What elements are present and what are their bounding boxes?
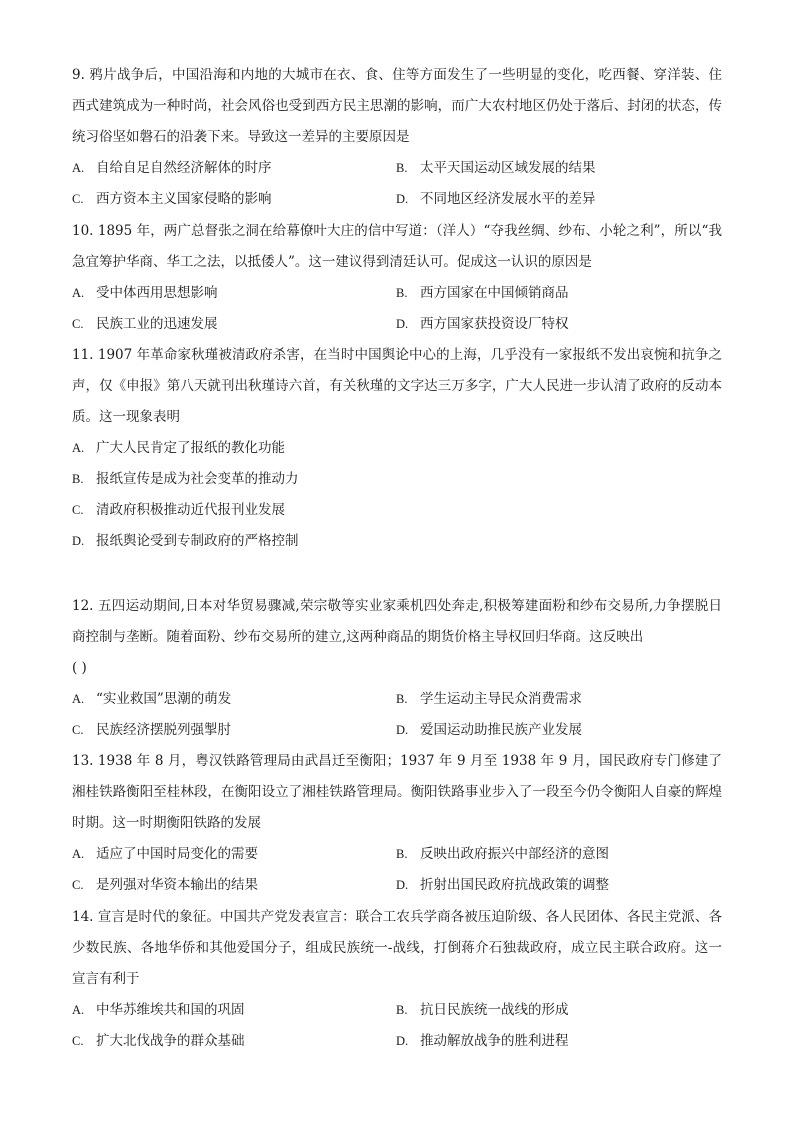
option-b[interactable] xyxy=(396,839,609,870)
option-text: 受中体西用思想影响 xyxy=(96,285,218,301)
option-letter: B. xyxy=(72,472,84,486)
option-text: 折射出国民政府抗战政策的调整 xyxy=(420,877,609,893)
option-text: 清政府积极推动近代报刊业发展 xyxy=(96,502,285,518)
option-text: 自给自足自然经济解体的时序 xyxy=(96,160,272,176)
option-letter: C. xyxy=(72,503,84,517)
option-text: 不同地区经济发展水平的差异 xyxy=(420,191,596,207)
option-text: 西方国家在中国倾销商品 xyxy=(420,285,569,301)
option-letter: B. xyxy=(396,692,408,706)
option-text: 抗日民族统一战线的形成 xyxy=(420,1002,569,1018)
option-letter: B. xyxy=(396,161,408,175)
options xyxy=(72,684,722,746)
option-letter: C. xyxy=(72,878,84,892)
option-letter: B. xyxy=(396,847,408,861)
option-c[interactable] xyxy=(72,870,258,901)
question-9 xyxy=(72,60,722,215)
option-letter: C. xyxy=(72,317,84,331)
question-11 xyxy=(72,340,722,557)
option-letter: D. xyxy=(396,878,409,892)
option-b[interactable] xyxy=(396,278,569,309)
question-stem: 9. 鸦片战争后，中国沿海和内地的大城市在衣、食、住等方面发生了一些明显的变化，吃西餐、穿洋装、住西式建筑成为一种时尚，社会风俗也受到西方民主思潮的影响，而广大农村地区仍处于落后、封闭的状态，传统习俗坚如磐石的沿袭下来。导致这一差异的主要原因是 xyxy=(72,67,722,145)
option-text: 推动解放战争的胜利进程 xyxy=(420,1033,569,1049)
option-b[interactable] xyxy=(396,995,569,1026)
option-c[interactable] xyxy=(72,1026,245,1057)
option-text: 西方国家获投资设厂特权 xyxy=(420,316,569,332)
option-letter: D. xyxy=(396,192,409,206)
answer-blank: ( ) xyxy=(72,660,87,676)
option-c[interactable] xyxy=(72,715,231,746)
option-a[interactable] xyxy=(72,684,231,715)
option-text: 西方资本主义国家侵略的影响 xyxy=(96,191,272,207)
option-text: 广大人民肯定了报纸的教化功能 xyxy=(96,440,285,456)
option-text: 中华苏维埃共和国的巩固 xyxy=(96,1002,245,1018)
option-letter: A. xyxy=(72,692,85,706)
question-14 xyxy=(72,902,722,1057)
option-letter: D. xyxy=(396,317,409,331)
options xyxy=(72,278,722,340)
option-d[interactable] xyxy=(396,309,569,340)
option-b[interactable] xyxy=(396,153,596,184)
option-letter: C. xyxy=(72,723,84,737)
question-12 xyxy=(72,591,722,746)
option-letter: A. xyxy=(72,1003,85,1017)
question-stem: 14. 宣言是时代的象征。中国共产党发表宣言：联合工农兵学商各被压迫阶级、各人民团体、各民主党派、各少数民族、各地华侨和其他爱国分子，组成民族统一-战线，打倒蒋介石独裁政府，成立民主联合政府。这一宣言有利于 xyxy=(72,909,722,987)
option-text: “实业救国”思潮的萌发 xyxy=(96,691,232,707)
option-d[interactable] xyxy=(72,526,722,557)
option-letter: C. xyxy=(72,192,84,206)
options xyxy=(72,995,722,1057)
question-stem: 13. 1938 年 8 月，粤汉铁路管理局由武昌迁至衡阳；1937 年 9 月至 1938 年 9 月，国民政府专门修建了湘桂铁路衡阳至桂林段，在衡阳设立了湘桂铁路管理局。衡阳铁路事业步入了一段至今仍令衡阳人自豪的辉煌时期。这一时期衡阳铁路的发展 xyxy=(72,753,722,831)
option-c[interactable] xyxy=(72,184,272,215)
option-letter: D. xyxy=(396,723,409,737)
option-letter: C. xyxy=(72,1034,84,1048)
option-text: 民族经济摆脱列强掣肘 xyxy=(96,722,231,738)
option-a[interactable] xyxy=(72,839,258,870)
option-letter: D. xyxy=(72,534,85,548)
option-letter: D. xyxy=(396,1034,409,1048)
option-text: 扩大北伐战争的群众基础 xyxy=(96,1033,245,1049)
options xyxy=(72,433,722,557)
option-text: 太平天国运动区域发展的结果 xyxy=(420,160,596,176)
question-stem: 10. 1895 年，两广总督张之洞在给幕僚叶大庄的信中写道：（洋人）“夺我丝绸、纱布、小轮之利”，所以“我急宜筹护华商、华工之法，以抵倭人”。这一建议得到清廷认可。促成这一认识的原因是 xyxy=(72,223,722,270)
option-c[interactable] xyxy=(72,309,218,340)
option-d[interactable] xyxy=(396,870,609,901)
question-13 xyxy=(72,746,722,901)
option-d[interactable] xyxy=(396,184,596,215)
option-a[interactable] xyxy=(72,278,218,309)
question-10 xyxy=(72,216,722,340)
option-letter: B. xyxy=(396,1003,408,1017)
option-letter: B. xyxy=(396,286,408,300)
option-a[interactable] xyxy=(72,153,272,184)
option-text: 爱国运动助推民族产业发展 xyxy=(420,722,582,738)
option-text: 是列强对华资本输出的结果 xyxy=(96,877,258,893)
option-text: 报纸舆论受到专制政府的严格控制 xyxy=(96,533,299,549)
option-d[interactable] xyxy=(396,1026,569,1057)
option-a[interactable] xyxy=(72,433,722,464)
option-b[interactable] xyxy=(72,464,722,495)
option-letter: A. xyxy=(72,847,85,861)
options xyxy=(72,839,722,901)
option-text: 民族工业的迅速发展 xyxy=(96,316,218,332)
option-b[interactable] xyxy=(396,684,582,715)
option-a[interactable] xyxy=(72,995,245,1026)
option-text: 反映出政府振兴中部经济的意图 xyxy=(420,846,609,862)
option-text: 学生运动主导民众消费需求 xyxy=(420,691,582,707)
question-stem: 12. 五四运动期间,日本对华贸易骤减,荣宗敬等实业家乘机四处奔走,积极筹建面粉和纱布交易所,力争摆脱日商控制与垄断。随着面粉、纱布交易所的建立,这两种商品的期货价格主导权回归华商。这反映出 xyxy=(72,598,722,645)
option-text: 适应了中国时局变化的需要 xyxy=(96,846,258,862)
option-d[interactable] xyxy=(396,715,582,746)
option-c[interactable] xyxy=(72,495,722,526)
option-text: 报纸宣传是成为社会变革的推动力 xyxy=(96,471,299,487)
option-letter: A. xyxy=(72,286,85,300)
option-letter: A. xyxy=(72,161,85,175)
question-stem: 11. 1907 年革命家秋瑾被清政府杀害，在当时中国舆论中心的上海，几乎没有一家报纸不发出哀惋和抗争之声，仅《申报》第八天就刊出秋瑾诗六首，有关秋瑾的文字达三万多字，广大人民进一步认清了政府的反动本质。这一现象表明 xyxy=(72,347,722,425)
option-letter: A. xyxy=(72,441,85,455)
options xyxy=(72,153,722,215)
